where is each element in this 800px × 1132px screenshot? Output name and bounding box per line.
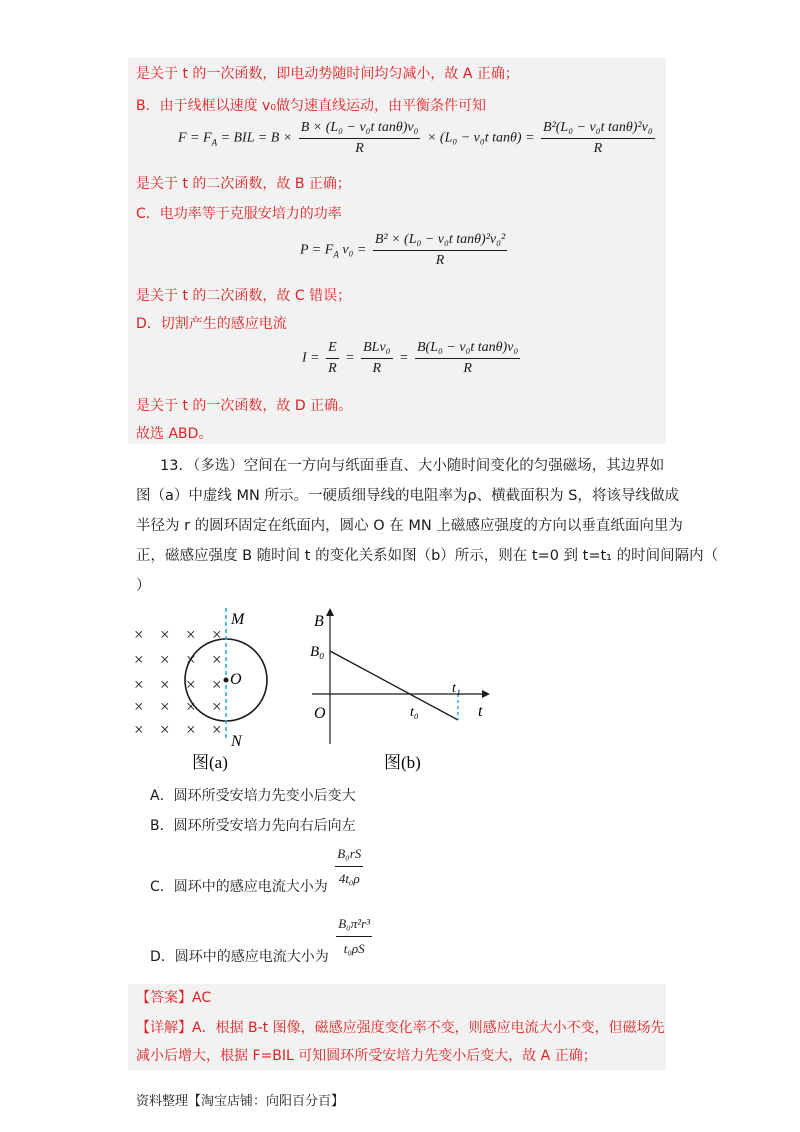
eq-c-left: P = F xyxy=(300,242,334,258)
question-13-line-3: 半径为 r 的圆环固定在纸面内，圆心 O 在 MN 上磁感应强度的方向以垂直纸面向里为 xyxy=(136,518,683,534)
label-o: O xyxy=(230,671,242,688)
answer-label: 【答案】AC xyxy=(136,990,212,1006)
cross-mark: × xyxy=(134,625,144,644)
option-a: A．圆环所受安培力先变小后变大 xyxy=(150,788,356,804)
cross-mark: × xyxy=(160,650,170,669)
eq-d-fraction-3 xyxy=(415,340,520,377)
label-b0: B₀ xyxy=(310,644,325,660)
caption-b: 图(b) xyxy=(384,753,421,772)
equation-c xyxy=(300,232,510,269)
option-c-numerator: B₀rS xyxy=(335,844,363,867)
solution-b-tail: 是关于 t 的二次函数，故 B 正确； xyxy=(136,176,351,192)
cross-mark: × xyxy=(212,697,222,716)
cross-mark: × xyxy=(134,720,144,739)
label-b-axis: B xyxy=(314,613,324,630)
eq-d-f1-denominator: R xyxy=(328,361,337,376)
cross-mark: × xyxy=(186,675,196,694)
cross-mark: × xyxy=(212,720,222,739)
cross-mark: × xyxy=(134,697,144,716)
option-d-numerator: B₀π²r³ xyxy=(336,914,372,937)
eq-d-f3-denominator: R xyxy=(463,361,472,376)
solution-d-heading: D．切割产生的感应电流 xyxy=(136,316,287,332)
cross-mark: × xyxy=(186,720,196,739)
cross-mark: × xyxy=(160,625,170,644)
eq-b-left: F = F xyxy=(178,130,212,146)
caption-a: 图(a) xyxy=(192,753,228,772)
equation-b xyxy=(178,120,658,157)
option-d xyxy=(150,914,375,965)
cross-mark: × xyxy=(160,720,170,739)
cross-mark: × xyxy=(134,650,144,669)
solution-conclusion: 故选 ABD。 xyxy=(136,426,213,442)
page-footer: 资料整理【淘宝店铺：向阳百分百】 xyxy=(136,1094,345,1109)
eq-c-frac-denominator: R xyxy=(435,253,445,268)
answer-detail-line-1: 【详解】A．根据 B-t 图像，磁感应强度变化率不变，则感应电流大小不变，但磁场先 xyxy=(136,1020,665,1036)
label-origin: O xyxy=(314,705,326,722)
cross-mark: × xyxy=(160,675,170,694)
figure-a-diagram xyxy=(128,602,288,778)
eq-d-equals-1: = xyxy=(345,350,355,366)
cross-mark: × xyxy=(160,697,170,716)
cross-mark: × xyxy=(186,697,196,716)
option-d-denominator: t₀ρS xyxy=(343,941,365,956)
eq-b-sub: A xyxy=(211,137,218,148)
eq-b-fraction-1 xyxy=(299,120,421,157)
cross-mark: × xyxy=(212,650,222,669)
solution-c-tail: 是关于 t 的二次函数，故 C 错误； xyxy=(136,288,352,304)
eq-b-mid: = BIL = B × xyxy=(217,130,293,146)
eq-d-fraction-2 xyxy=(361,340,392,377)
option-c-text: C．圆环中的感应电流大小为 xyxy=(150,878,328,895)
center-point xyxy=(224,678,229,683)
eq-b-fraction-2 xyxy=(541,120,655,157)
question-13-line-2: 图（a）中虚线 MN 所示。一硬质细导线的电阻率为ρ、横截面积为 S，将该导线做成 xyxy=(136,488,679,504)
label-t1: t₁ xyxy=(452,681,461,696)
label-m: M xyxy=(231,611,245,628)
eq-c-sub: A xyxy=(333,249,339,260)
option-d-text: D．圆环中的感应电流大小为 xyxy=(150,948,329,965)
option-c xyxy=(150,844,366,895)
solution-c-heading: C．电功率等于克服安培力的功率 xyxy=(136,206,342,222)
eq-b-frac1-denominator: R xyxy=(355,141,364,156)
b-t-line xyxy=(330,651,458,720)
cross-mark: × xyxy=(212,625,222,644)
option-c-denominator: 4t₀ρ xyxy=(338,871,360,886)
solution-line-a-tail: 是关于 t 的一次函数，即电动势随时间均匀减小，故 A 正确； xyxy=(136,66,519,82)
label-t-axis: t xyxy=(478,703,483,720)
eq-d-f2-numerator: BLv₀ xyxy=(361,340,392,359)
eq-b-frac1-numerator: B × (L₀ − v₀t tanθ)v₀ xyxy=(299,120,421,139)
eq-b-frac2-numerator: B²(L₀ − v₀t tanθ)²v₀ xyxy=(541,120,655,139)
answer-detail-line-2: 减小后增大，根据 F=BIL 可知圆环所受安培力先变小后变大，故 A 正确； xyxy=(136,1048,597,1064)
cross-mark: × xyxy=(134,675,144,694)
label-t0: t₀ xyxy=(410,705,419,720)
figure-b-graph xyxy=(306,604,502,778)
eq-d-f1-numerator: E xyxy=(326,340,339,359)
question-13-line-1: 13．（多选）空间在一方向与纸面垂直、大小随时间变化的匀强磁场，其边界如 xyxy=(160,458,665,474)
eq-c-fraction xyxy=(373,232,507,269)
question-13-line-5: ） xyxy=(136,578,151,594)
solution-b-heading: B．由于线框以速度 v₀做匀速直线运动，由平衡条件可知 xyxy=(136,98,486,114)
eq-d-equals-2: = xyxy=(399,350,409,366)
solution-d-tail: 是关于 t 的一次函数，故 D 正确。 xyxy=(136,398,353,414)
cross-mark: × xyxy=(186,650,196,669)
eq-c-mid: v₀ = xyxy=(342,242,367,258)
option-d-fraction xyxy=(336,914,372,959)
question-13-line-4: 正，磁感应强度 B 随时间 t 的变化关系如图（b）所示，则在 t=0 到 t=t₁ 的时间间隔内（ xyxy=(136,548,719,564)
eq-d-left: I = xyxy=(302,350,320,366)
eq-b-times: × (L₀ − v₀t tanθ) = xyxy=(426,130,535,146)
eq-d-f2-denominator: R xyxy=(372,361,382,376)
option-c-fraction xyxy=(335,844,363,889)
cross-mark: × xyxy=(212,675,222,694)
eq-d-f3-numerator: B(L₀ − v₀t tanθ)v₀ xyxy=(415,340,520,359)
eq-b-frac2-denominator: R xyxy=(593,141,603,156)
label-n: N xyxy=(231,733,242,750)
cross-mark: × xyxy=(186,625,196,644)
eq-c-frac-numerator: B² × (L₀ − v₀t tanθ)²v₀² xyxy=(373,232,507,251)
eq-d-fraction-1 xyxy=(326,340,339,377)
option-b: B．圆环所受安培力先向右后向左 xyxy=(150,818,356,834)
equation-d xyxy=(302,340,523,377)
